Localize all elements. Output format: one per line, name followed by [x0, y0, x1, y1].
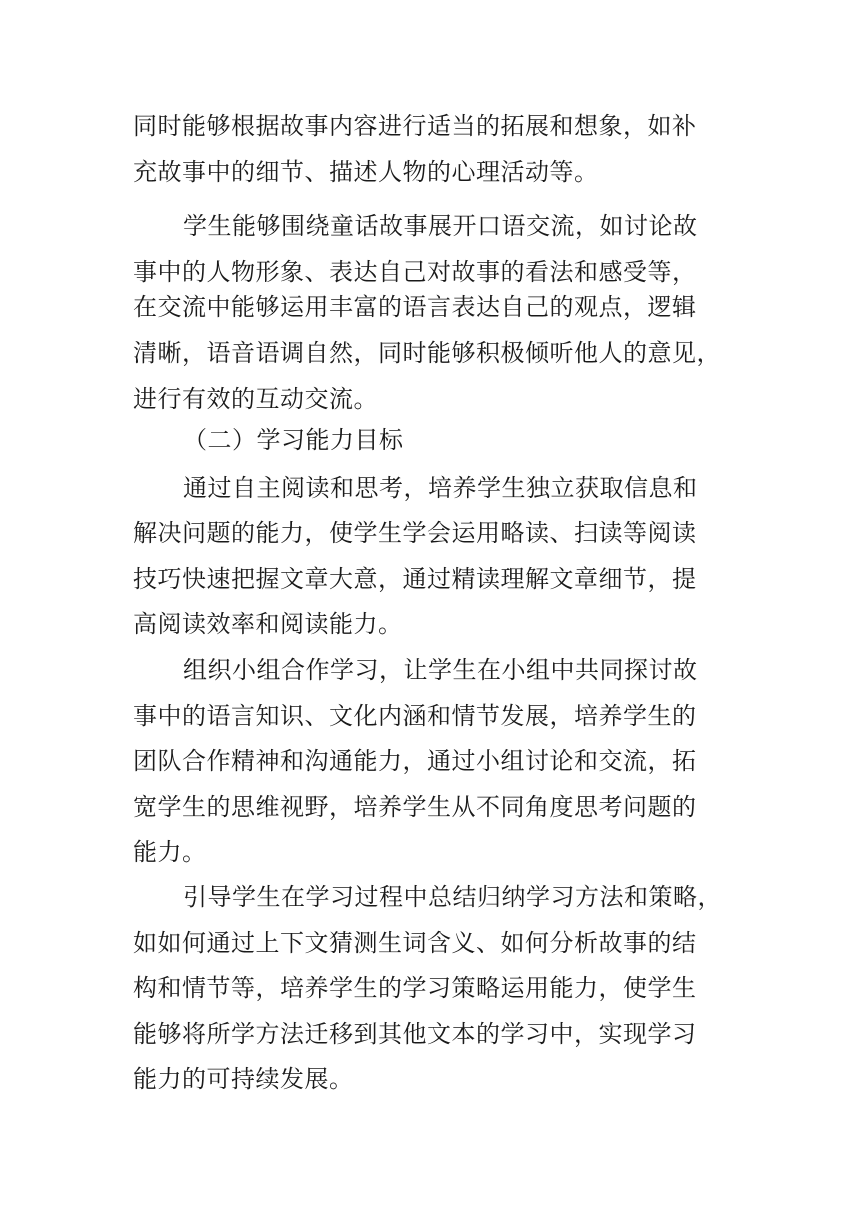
paragraph-line: 引导学生在学习过程中总结归纳学习方法和策略，	[183, 883, 722, 911]
paragraph-line: 高阅读效率和阅读能力。	[133, 610, 403, 638]
paragraph-line: 能力。	[133, 838, 207, 866]
paragraph-line: 组织小组合作学习，让学生在小组中共同探讨故	[183, 656, 698, 684]
paragraph-line: 事中的语言知识、文化内涵和情节发展，培养学生的	[133, 702, 697, 730]
section-heading: （二）学习能力目标	[183, 426, 404, 454]
paragraph-line: 解决问题的能力，使学生学会运用略读、扫读等阅读	[133, 519, 697, 547]
paragraph-line: 如如何通过上下文猜测生词含义、如何分析故事的结	[133, 929, 697, 957]
paragraph-line: 事中的人物形象、表达自己对故事的看法和感受等，	[133, 258, 697, 286]
paragraph-line: 充故事中的细节、描述人物的心理活动等。	[133, 158, 599, 186]
paragraph-line: 通过自主阅读和思考，培养学生独立获取信息和	[183, 474, 698, 502]
paragraph-line: 能力的可持续发展。	[133, 1065, 354, 1093]
paragraph-line: 构和情节等，培养学生的学习策略运用能力，使学生	[133, 974, 697, 1002]
paragraph-line: 技巧快速把握文章大意，通过精读理解文章细节，提	[133, 565, 697, 593]
paragraph-line: 在交流中能够运用丰富的语言表达自己的观点，逻辑	[133, 293, 697, 321]
paragraph-line: 能够将所学方法迁移到其他文本的学习中，实现学习	[133, 1020, 697, 1048]
paragraph-line: 团队合作精神和沟通能力，通过小组讨论和交流，拓	[133, 747, 697, 775]
paragraph-line: 宽学生的思维视野，培养学生从不同角度思考问题的	[133, 793, 697, 821]
paragraph-line: 清晰，语音语调自然，同时能够积极倾听他人的意见，	[133, 339, 721, 367]
paragraph-line: 进行有效的互动交流。	[133, 385, 378, 413]
paragraph-line: 学生能够围绕童话故事展开口语交流，如讨论故	[183, 212, 698, 240]
paragraph-line: 同时能够根据故事内容进行适当的拓展和想象，如补	[133, 112, 697, 140]
